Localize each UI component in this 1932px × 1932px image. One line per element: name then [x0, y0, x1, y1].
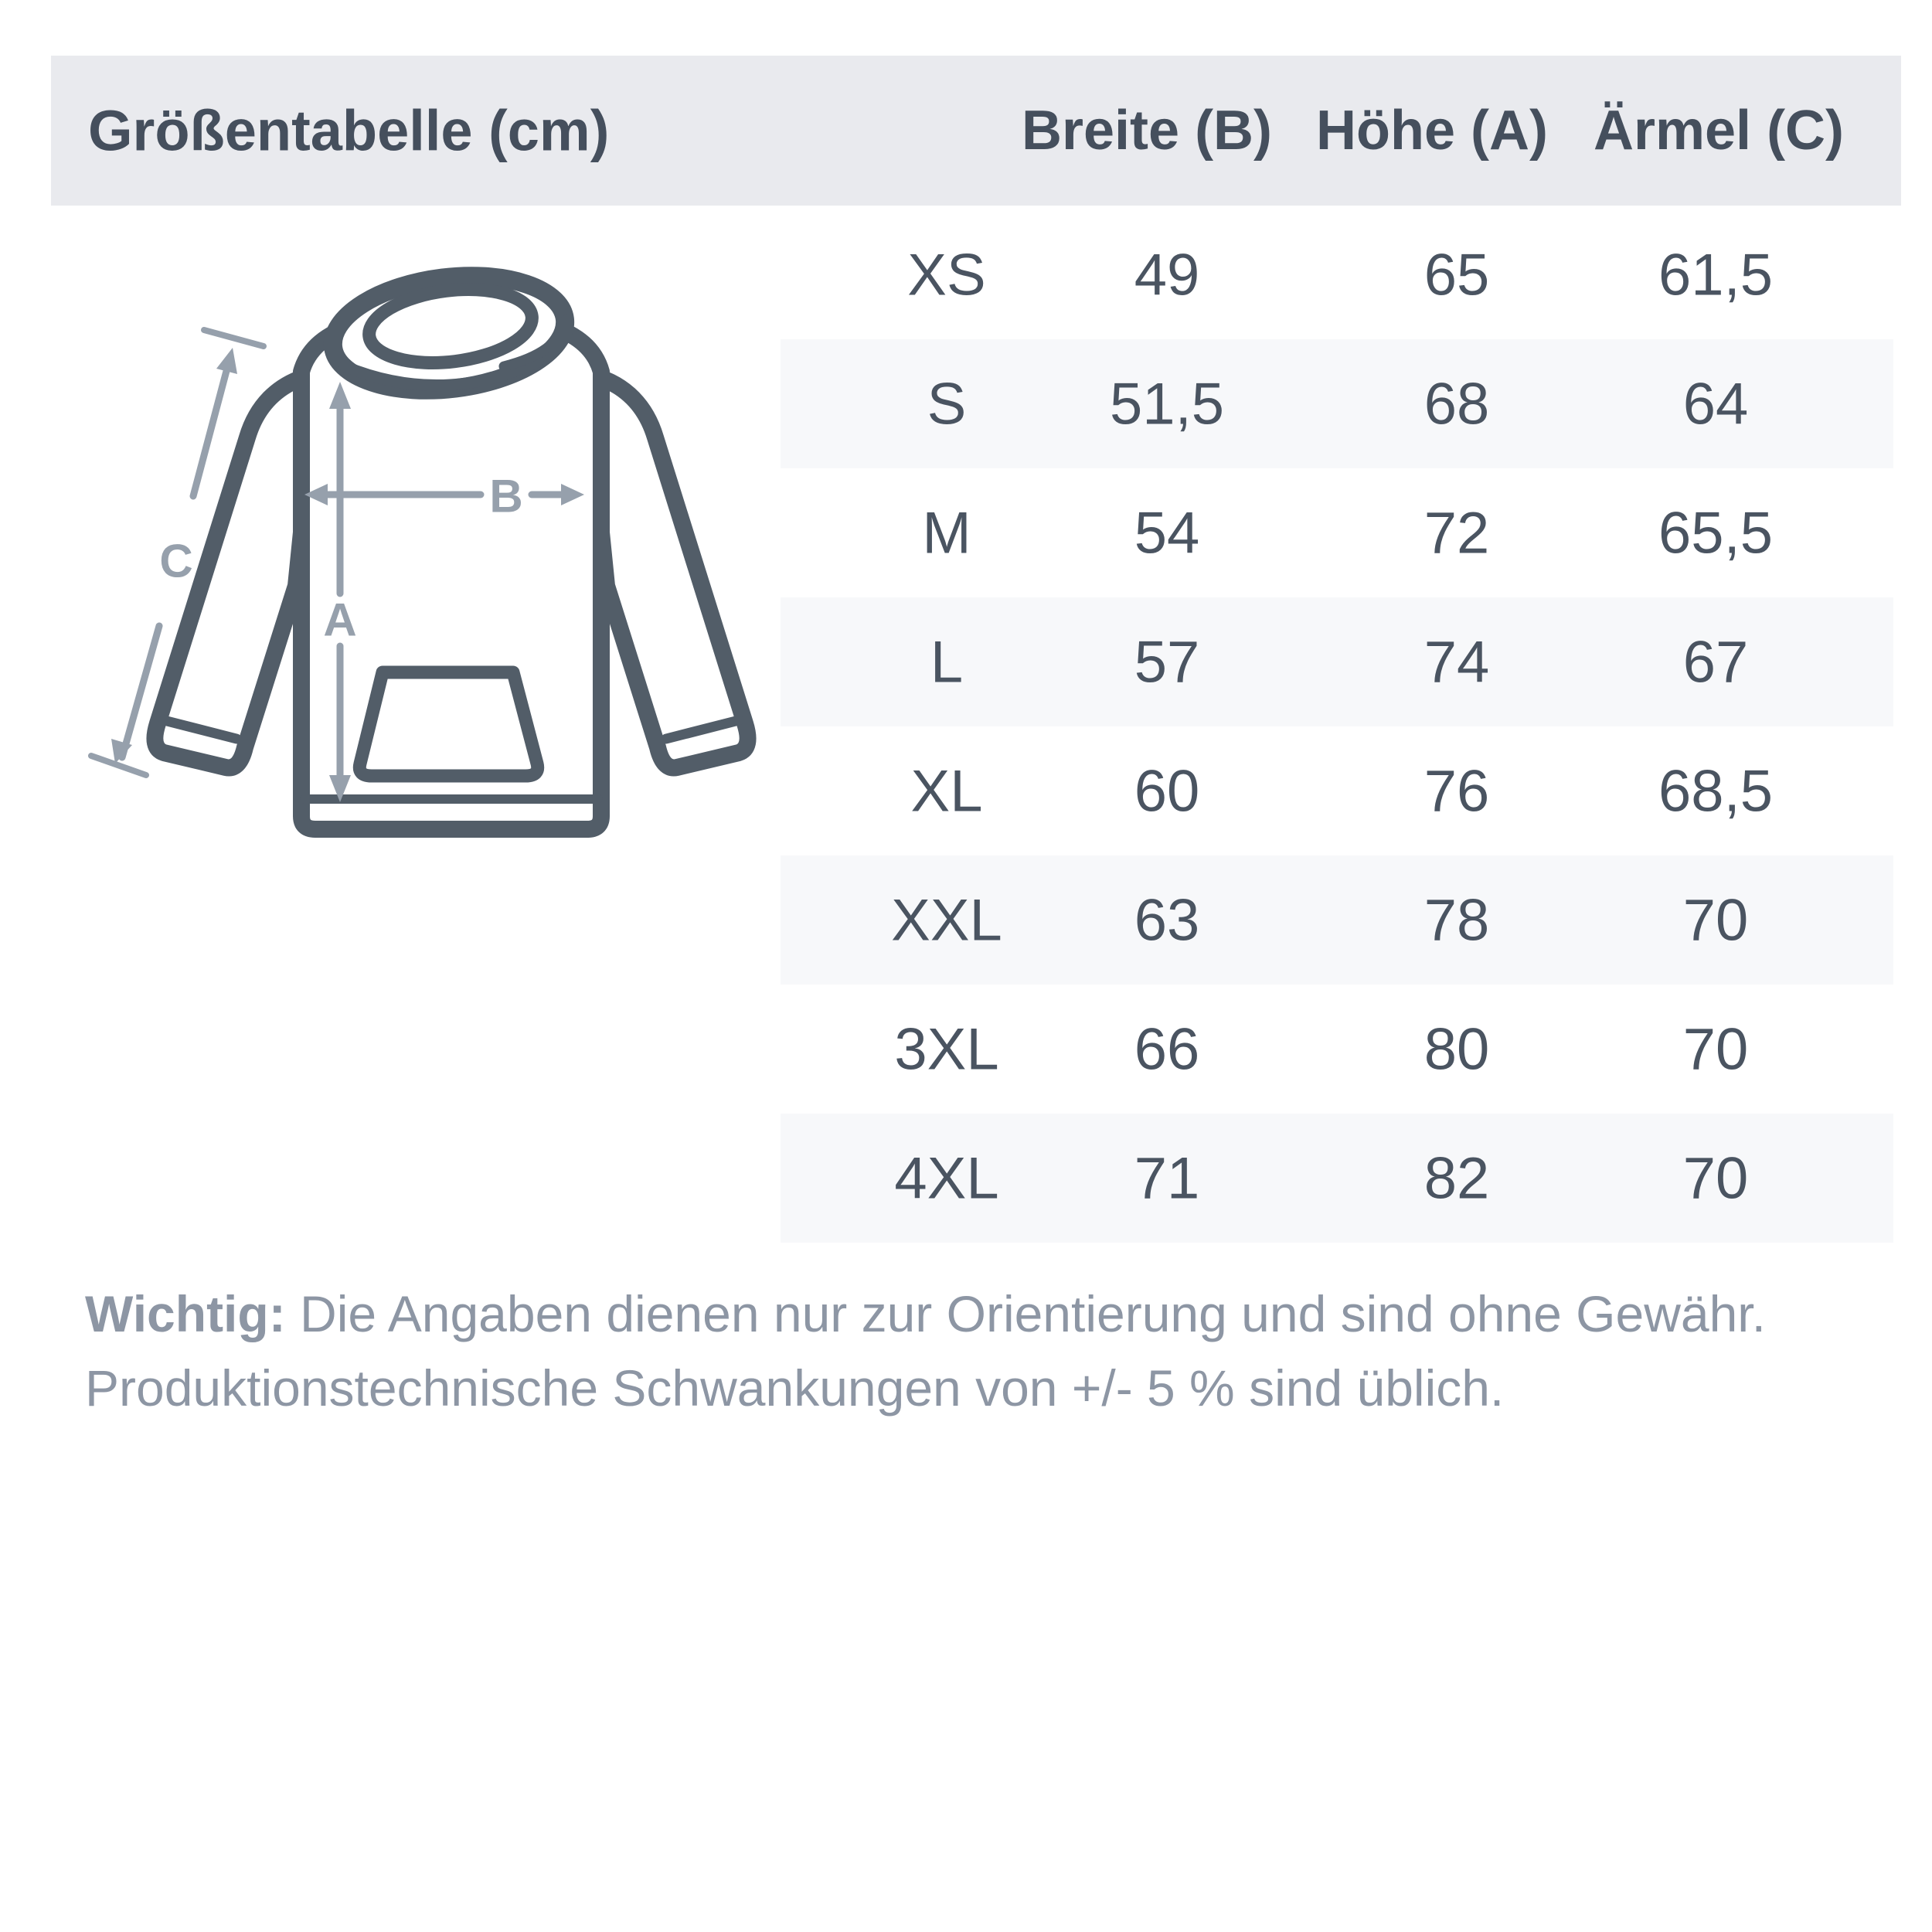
column-header-hoehe: Höhe (A) [1316, 100, 1548, 162]
breite-value: 57 [1134, 629, 1200, 695]
hoehe-value: 78 [1423, 887, 1490, 953]
table-row-xxl [781, 855, 1893, 985]
size-chart-header [51, 56, 1901, 206]
aermel-value: 65,5 [1658, 500, 1773, 566]
hoehe-value: 74 [1423, 629, 1490, 695]
arrow-c-top-tick [204, 330, 264, 346]
hoehe-value: 80 [1423, 1016, 1490, 1082]
aermel-value: 70 [1682, 1016, 1749, 1082]
size-label: XXL [891, 887, 1002, 953]
disclaimer-line-2: Produktionstechnische Schwankungen von +/- 5 % sind üblich. [85, 1359, 1505, 1417]
aermel-value: 64 [1682, 371, 1749, 437]
arrow-c-top-head [216, 348, 237, 374]
hoodie-measurement-diagram [62, 224, 796, 904]
size-label: 3XL [894, 1016, 999, 1082]
table-row-xs [781, 210, 1893, 339]
aermel-value: 67 [1682, 629, 1749, 695]
size-label: S [927, 371, 967, 437]
arrow-c-upper-segment [193, 371, 226, 496]
column-header-breite: Breite (B) [1021, 100, 1273, 162]
hoehe-value: 65 [1423, 242, 1490, 308]
breite-value: 49 [1134, 242, 1200, 308]
hoehe-value: 72 [1423, 500, 1490, 566]
breite-value: 63 [1134, 887, 1200, 953]
breite-value: 71 [1134, 1145, 1200, 1211]
size-label: XL [910, 758, 983, 824]
breite-value: 51,5 [1110, 371, 1224, 437]
size-label: M [922, 500, 971, 566]
hoehe-value: 82 [1423, 1145, 1490, 1211]
aermel-value: 61,5 [1658, 242, 1773, 308]
hoehe-value: 68 [1423, 371, 1490, 437]
disclaimer-text-1: Die Angaben dienen nur zur Orientierung und sind ohne Gewähr. [285, 1285, 1766, 1342]
measure-label-c: C [159, 535, 193, 587]
table-row-3xl [781, 985, 1893, 1114]
table-row-4xl [781, 1114, 1893, 1243]
table-row-s [781, 339, 1893, 468]
hoodie-pocket [359, 672, 537, 776]
breite-value: 66 [1134, 1016, 1200, 1082]
hoodie-right-sleeve [594, 376, 748, 767]
disclaimer-line-1 [85, 1277, 1862, 1351]
breite-value: 54 [1134, 500, 1200, 566]
aermel-value: 70 [1682, 1145, 1749, 1211]
breite-value: 60 [1134, 758, 1200, 824]
hoehe-value: 76 [1423, 758, 1490, 824]
measure-label-b: B [489, 470, 523, 522]
table-row-xl [781, 726, 1893, 855]
table-row-l [781, 597, 1893, 726]
measure-label-a: A [323, 594, 357, 646]
aermel-value: 70 [1682, 887, 1749, 953]
size-label: 4XL [894, 1145, 999, 1211]
column-header-aermel: Ärmel (C) [1593, 100, 1845, 162]
page-title: Größentabelle (cm) [88, 98, 610, 163]
disclaimer-note [85, 1277, 1862, 1425]
table-row-m [781, 468, 1893, 597]
disclaimer-bold-prefix: Wichtig: [85, 1285, 286, 1342]
aermel-value: 68,5 [1658, 758, 1773, 824]
size-label: L [930, 629, 964, 695]
size-label: XS [907, 242, 986, 308]
